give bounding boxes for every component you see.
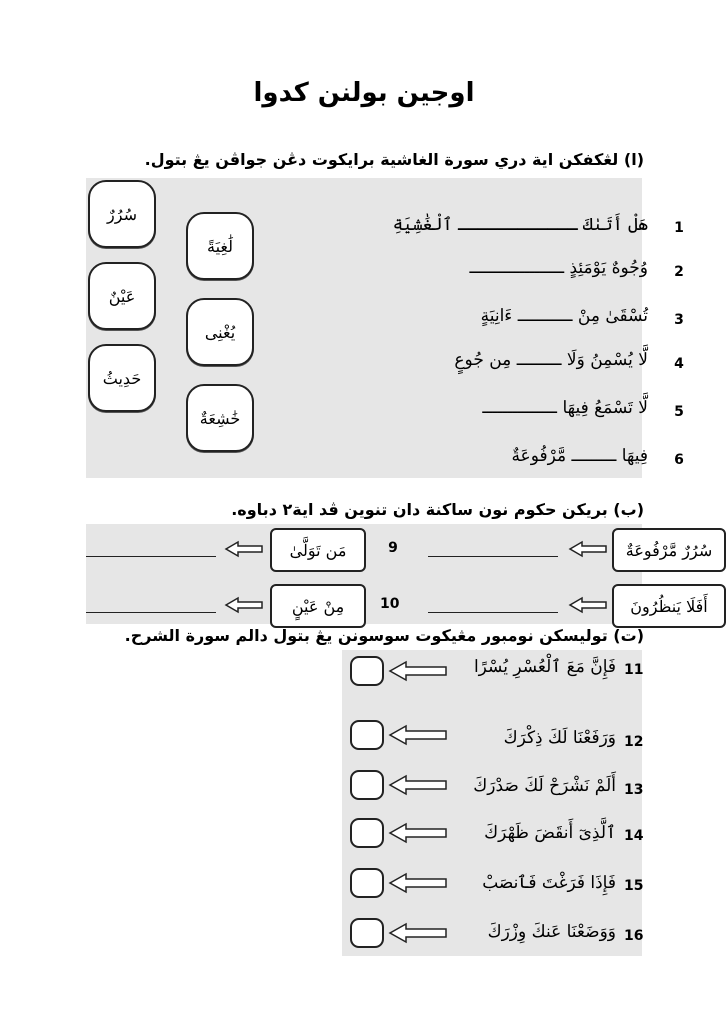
arrow-left-icon xyxy=(568,540,608,558)
verse-text: فَإِنَّ مَعَ ٱلْعُسْرِ يُسْرًا xyxy=(473,657,616,677)
verse-blank[interactable]: فِيهَا ـــــــــ مَّرْفُوعَةٌ xyxy=(511,446,648,466)
order-answer-box[interactable] xyxy=(350,720,384,750)
answer-line[interactable] xyxy=(428,556,558,557)
order-answer-box[interactable] xyxy=(350,656,384,686)
item-number: 6 xyxy=(674,452,684,468)
section-t-heading xyxy=(125,626,644,645)
item-number: 2 xyxy=(674,264,684,280)
item-number: 1 xyxy=(674,220,684,236)
item-number: 10 xyxy=(380,596,400,612)
arrow-left-icon xyxy=(388,774,448,796)
item-number: 9 xyxy=(388,540,398,556)
verse-text: وَوَضَعْنَا عَنكَ وِزْرَكَ xyxy=(487,922,616,942)
verse-text: وَرَفَعْنَا لَكَ ذِكْرَكَ xyxy=(503,728,616,748)
verse-blank[interactable]: لَّا تَسْمَعُ فِيهَا ـــــــــــــــ xyxy=(482,398,648,418)
section-b-heading xyxy=(231,500,644,519)
verse-box: أَفَلَا يَنظُرُونَ xyxy=(612,584,726,628)
verse-blank[interactable]: وُجُوهٌ يَوْمَئِذٍ ـــــــــــــــــــ xyxy=(469,258,648,278)
verse-box: مَن تَوَلَّىٰ xyxy=(270,528,366,572)
page-title: اوجين بولنن كدوا xyxy=(253,78,475,108)
verse-blank[interactable]: تُسْقَىٰ مِنْ ـــــــــــ ءَانِيَةٍ xyxy=(480,306,648,326)
item-number: 13 xyxy=(624,782,644,798)
answer-line[interactable] xyxy=(428,612,558,613)
item-number: 16 xyxy=(624,928,644,944)
verse-text: أَلَمْ نَشْرَحْ لَكَ صَدْرَكَ xyxy=(473,776,616,796)
order-answer-box[interactable] xyxy=(350,770,384,800)
word-bank-item[interactable]: عَيْنٌ xyxy=(88,262,156,330)
verse-text: ٱلَّذِىٓ أَنقَضَ ظَهْرَكَ xyxy=(484,823,616,843)
section-b-instruction: بريكن حكوم نون ساكنة دان تنوين ڤد اية٢ دباوه. xyxy=(231,500,608,519)
arrow-left-icon xyxy=(388,872,448,894)
section-a-instruction: لڠكفكن اية دري سورة الغاشية برايكوت دڠن جواڤن يڠ بتول. xyxy=(144,150,619,169)
arrow-left-icon xyxy=(224,540,264,558)
answer-line[interactable] xyxy=(86,556,216,557)
word-bank-item[interactable]: لَٰغِيَةً xyxy=(186,212,254,280)
verse-box: مِنْ عَيْنٍ xyxy=(270,584,366,628)
section-t-instruction: توليسكن نومبور مڠيكوت سوسونن يڠ بتول دالم سورة الشرح. xyxy=(124,626,608,645)
arrow-left-icon xyxy=(568,596,608,614)
item-number: 4 xyxy=(674,356,684,372)
item-number: 3 xyxy=(674,312,684,328)
section-a-label: (ا) xyxy=(623,150,644,169)
arrow-left-icon xyxy=(388,660,448,682)
section-t-panel xyxy=(342,650,642,956)
verse-blank[interactable]: هَلْ أَتَىٰكَ ــــــــــــ ٱلْغَٰشِيَةِ xyxy=(392,215,648,235)
item-number: 12 xyxy=(624,734,644,750)
arrow-left-icon xyxy=(388,922,448,944)
word-bank-item[interactable]: خَٰشِعَةٌ xyxy=(186,384,254,452)
word-bank-item[interactable]: سُرُرٌ xyxy=(88,180,156,248)
arrow-left-icon xyxy=(388,724,448,746)
section-b-label: (ب) xyxy=(613,500,644,519)
item-number: 11 xyxy=(624,662,644,678)
order-answer-box[interactable] xyxy=(350,868,384,898)
section-a-heading xyxy=(145,150,644,169)
answer-line[interactable] xyxy=(86,612,216,613)
item-number: 15 xyxy=(624,878,644,894)
order-answer-box[interactable] xyxy=(350,818,384,848)
word-bank-item[interactable]: يُغْنِى xyxy=(186,298,254,366)
section-t-label: (ت) xyxy=(613,626,644,645)
item-number: 5 xyxy=(674,404,684,420)
verse-blank[interactable]: لَّا يُسْمِنُ وَلَا ـــــــــ مِن جُوعٍ xyxy=(454,350,648,370)
arrow-left-icon xyxy=(388,822,448,844)
word-bank-item[interactable]: حَدِيثُ xyxy=(88,344,156,412)
item-number: 14 xyxy=(624,828,644,844)
arrow-left-icon xyxy=(224,596,264,614)
verse-text: فَإِذَا فَرَغْتَ فَٱنصَبْ xyxy=(482,873,616,893)
verse-box: سُرُرٌ مَّرْفُوعَةٌ xyxy=(612,528,726,572)
order-answer-box[interactable] xyxy=(350,918,384,948)
